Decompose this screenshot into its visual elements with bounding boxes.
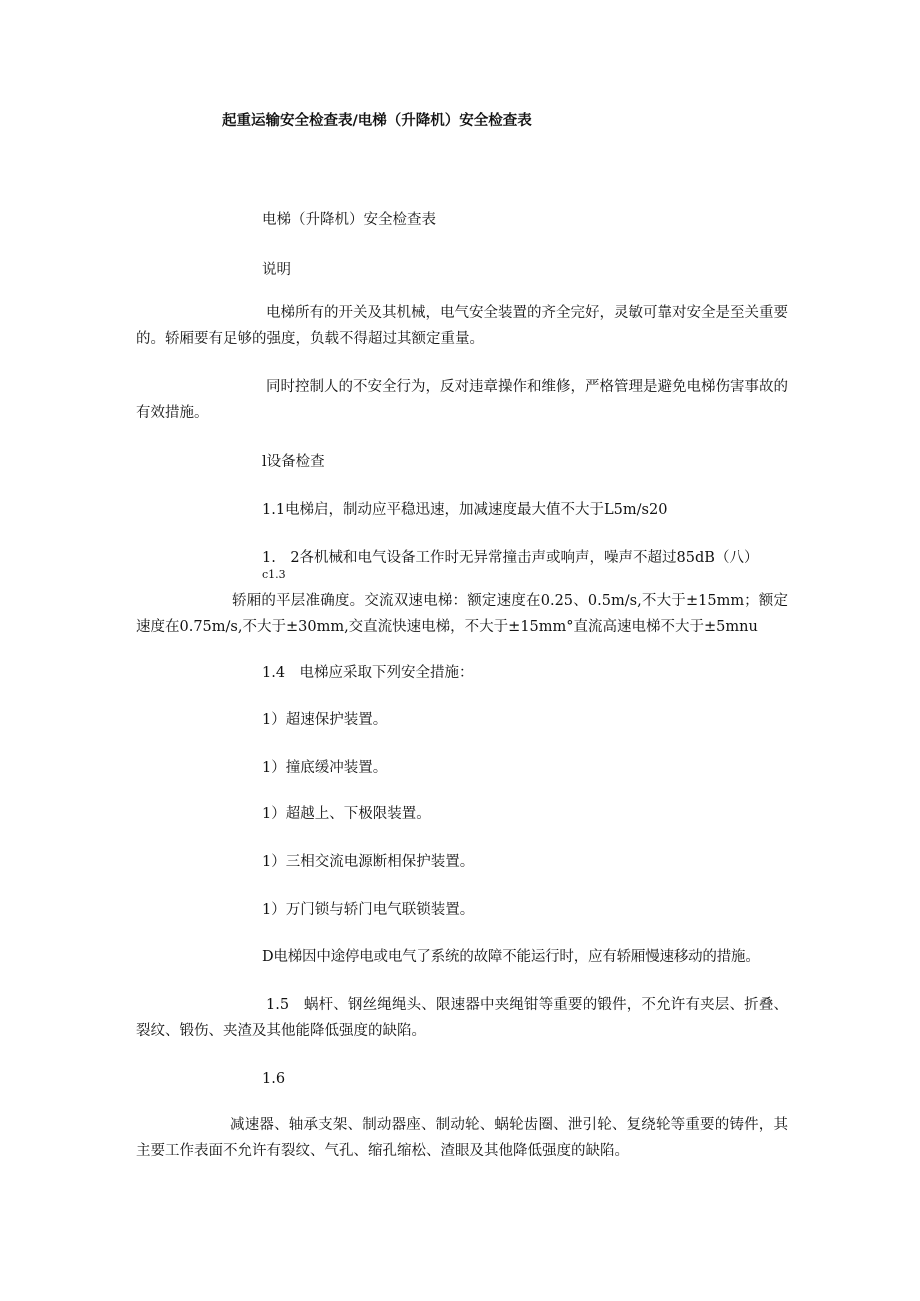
item-1-5: 1.5 蜗杆、钢丝绳绳头、限速器中夹绳钳等重要的锻件，不允许有夹层、折叠、裂纹、锻伤、夹渣及其他能降低强度的缺陷。 [136,997,788,1039]
section-title: 电梯（升降机）安全检查表 [262,212,436,228]
item-1-2: 1. 2各机械和电气设备工作时无异常撞击声或响声，噪声不超过85dB（八） [262,550,759,566]
paragraph-intro-2: 同时控制人的不安全行为，反对违章操作和维修，严格管理是避免电梯伤害事故的有效措施。 [136,379,788,421]
measure-6: D电梯因中途停电或电气了系统的故障不能运行时，应有轿厢慢速移动的措施。 [262,949,760,965]
item-1-4: 1.4 电梯应采取下列安全措施： [262,665,474,681]
explanation-heading: 说明 [262,262,291,278]
measure-3: 1）超越上、下极限装置。 [262,806,431,822]
measure-5: 1）万门锁与轿门电气联锁装置。 [262,902,475,918]
paragraph-intro-1: 电梯所有的开关及其机械，电气安全装置的齐全完好，灵敏可靠对安全是至关重要的。轿厢要有足够的强度，负载不得超过其额定重量。 [136,305,788,347]
heading-equipment-check: l设备检查 [262,454,325,470]
measure-2: 1）撞底缓冲装置。 [262,760,388,776]
measure-4: 1）三相交流电源断相保护装置。 [262,854,475,870]
item-1-3-label: c1.3 [262,568,286,581]
item-1-3: 轿厢的平层准确度。交流双速电梯：额定速度在0.25、0.5m∕s,不大于±15mm；额定速度在0.75m∕s,不大于±30mm,交直流快速电梯，不大于±15mm°直流高速电梯不大于±5mnu [136,593,788,635]
measure-1: 1）超速保护装置。 [262,712,388,728]
item-1-6: 1.6 [262,1071,286,1087]
item-1-1: 1.1电梯启，制动应平稳迅速，加减速度最大值不大于L5m∕s20 [262,502,668,518]
document-title: 起重运输安全检查表/电梯（升降机）安全检查表 [222,113,532,129]
item-1-6-text: 减速器、轴承支架、制动器座、制动轮、蜗轮齿圈、泄引轮、复绕轮等重要的铸件，其主要工作表面不允许有裂纹、气孔、缩孔缩松、渣眼及其他降低强度的缺陷。 [136,1117,788,1159]
